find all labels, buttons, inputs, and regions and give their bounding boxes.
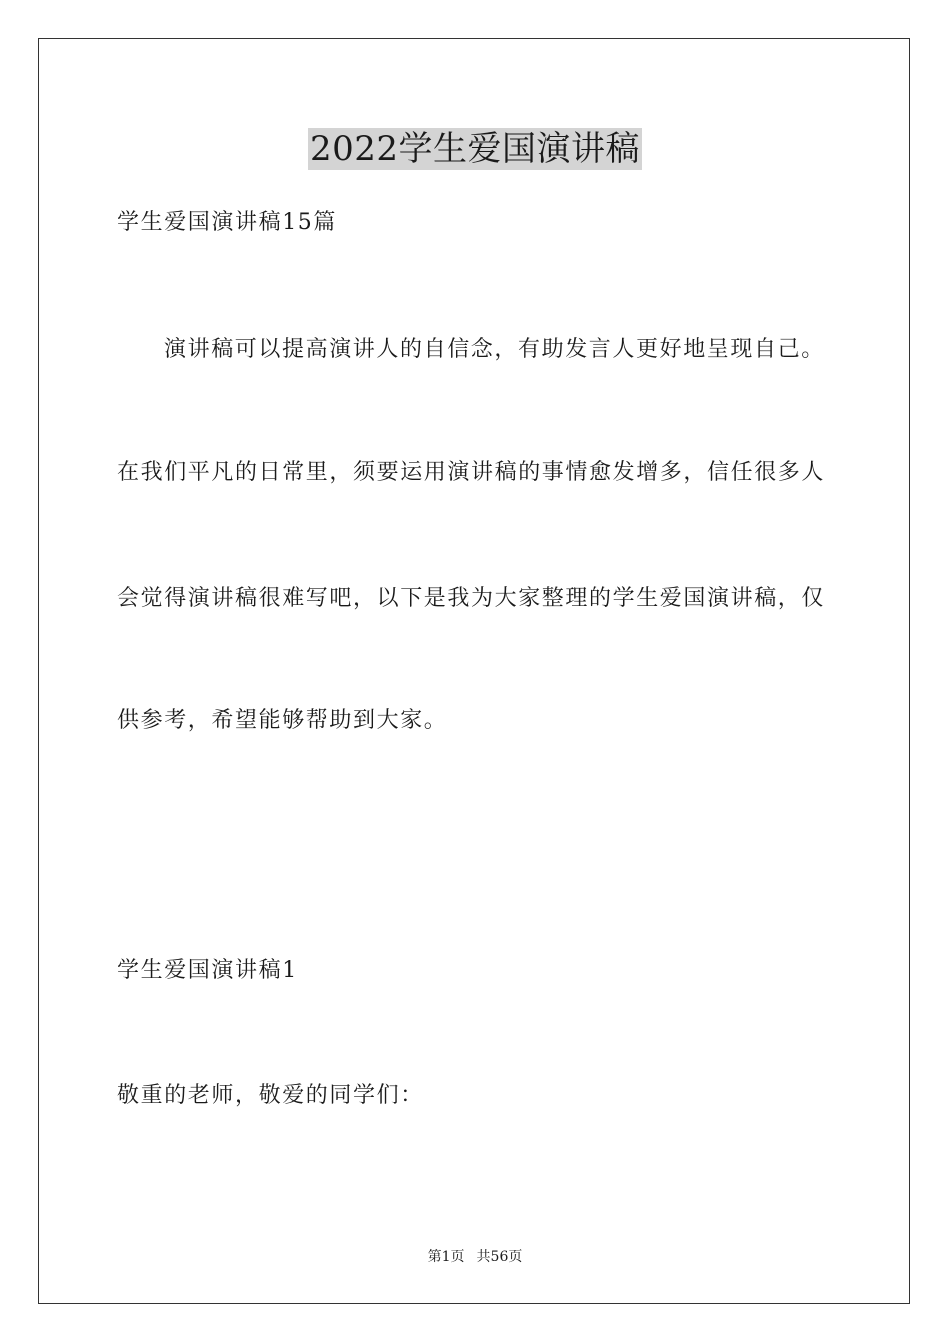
intro-line-2: 在我们平凡的日常里，须要运用演讲稿的事情愈发增多，信任很多人 [117, 460, 826, 485]
section-heading: 学生爱国演讲稿1 [117, 958, 298, 983]
intro-line-1: 演讲稿可以提高演讲人的自信念，有助发言人更好地呈现自己。 [164, 337, 825, 362]
intro-line-3: 会觉得演讲稿很难写吧，以下是我为大家整理的学生爱国演讲稿，仅 [117, 586, 826, 611]
page-number: 第1页 [427, 1249, 465, 1265]
document-title: 2022学生爱国演讲稿 [309, 129, 641, 169]
document-subtitle: 学生爱国演讲稿15篇 [117, 210, 337, 235]
page-total: 共56页 [476, 1249, 523, 1265]
intro-line-4: 供参考，希望能够帮助到大家。 [117, 708, 448, 733]
salutation: 敬重的老师，敬爱的同学们： [117, 1083, 424, 1108]
page-footer [0, 1248, 950, 1266]
title-container [0, 128, 950, 170]
